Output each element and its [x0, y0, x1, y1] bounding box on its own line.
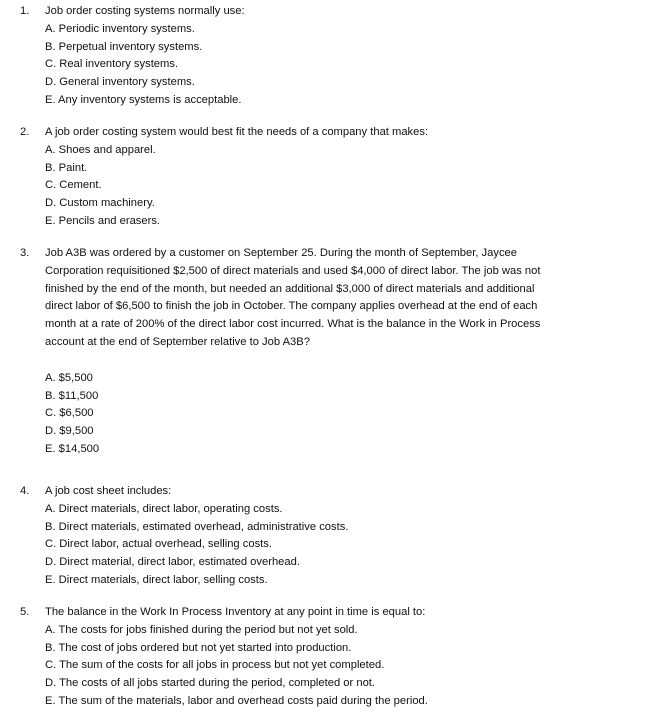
option-a: A. Periodic inventory systems.: [45, 22, 195, 35]
option-b: B. $11,500: [45, 389, 99, 402]
question-stem-line: Corporation requisitioned $2,500 of direct materials and used $4,000 of direct labor. The job was not: [45, 264, 541, 277]
question-1: [20, 3, 640, 110]
option-a: A. Shoes and apparel.: [45, 143, 156, 156]
option-d: D. General inventory systems.: [45, 76, 195, 89]
question-stem-line: account at the end of September relative to Job A3B?: [45, 335, 310, 348]
question-number: 1.: [20, 5, 30, 17]
question-3: [20, 245, 640, 459]
question-number: 3.: [20, 247, 30, 259]
option-d: D. $9,500: [45, 425, 94, 438]
question-number: 2.: [20, 126, 30, 138]
question-stem-line: direct labor of $6,500 to finish the job in October. The company applies overhead at the end of each: [45, 300, 538, 313]
option-c: C. Direct labor, actual overhead, selling costs.: [45, 538, 272, 551]
option-d: D. Direct material, direct labor, estimated overhead.: [45, 556, 300, 569]
option-a: A. $5,500: [45, 371, 93, 384]
question-stem: The balance in the Work In Process Inventory at any point in time is equal to:: [45, 606, 426, 618]
option-c: C. Real inventory systems.: [45, 58, 179, 71]
option-c: C. $6,500: [45, 407, 94, 420]
question-stem: A job order costing system would best fit the needs of a company that makes:: [45, 126, 429, 138]
question-stem: Job order costing systems normally use:: [45, 5, 245, 17]
option-d: D. The costs of all jobs started during the period, completed or not.: [45, 677, 376, 690]
option-c: C. The sum of the costs for all jobs in process but not yet completed.: [45, 659, 385, 672]
option-a: A. Direct materials, direct labor, operating costs.: [45, 502, 283, 515]
question-stem-line: finished by the end of the month, but needed an additional $3,000 of direct materials and additional: [45, 282, 535, 295]
question-stem: A job cost sheet includes:: [45, 485, 172, 497]
question-number: 4.: [20, 485, 30, 497]
option-e: E. Any inventory systems is acceptable.: [45, 93, 242, 106]
option-c: C. Cement.: [45, 179, 102, 192]
option-d: D. Custom machinery.: [45, 197, 155, 210]
option-e: E. The sum of the materials, labor and overhead costs paid during the period.: [45, 694, 428, 707]
option-e: E. $14,500: [45, 442, 100, 455]
option-e: E. Direct materials, direct labor, selling costs.: [45, 573, 268, 586]
question-4: [20, 483, 640, 590]
option-a: A. The costs for jobs finished during the period but not yet sold.: [45, 623, 358, 636]
option-e: E. Pencils and erasers.: [45, 214, 161, 227]
option-b: B. Direct materials, estimated overhead, administrative costs.: [45, 520, 349, 533]
question-number: 5.: [20, 606, 30, 618]
option-b: B. The cost of jobs ordered but not yet started into production.: [45, 641, 352, 654]
question-stem-line: Job A3B was ordered by a customer on September 25. During the month of September, Jaycee: [45, 247, 518, 259]
question-stem-line: month at a rate of 200% of the direct labor cost incurred. What is the balance in the Work in Process: [45, 318, 541, 331]
question-5: [20, 604, 640, 711]
option-b: B. Paint.: [45, 161, 88, 174]
option-b: B. Perpetual inventory systems.: [45, 40, 203, 53]
question-2: [20, 124, 640, 231]
